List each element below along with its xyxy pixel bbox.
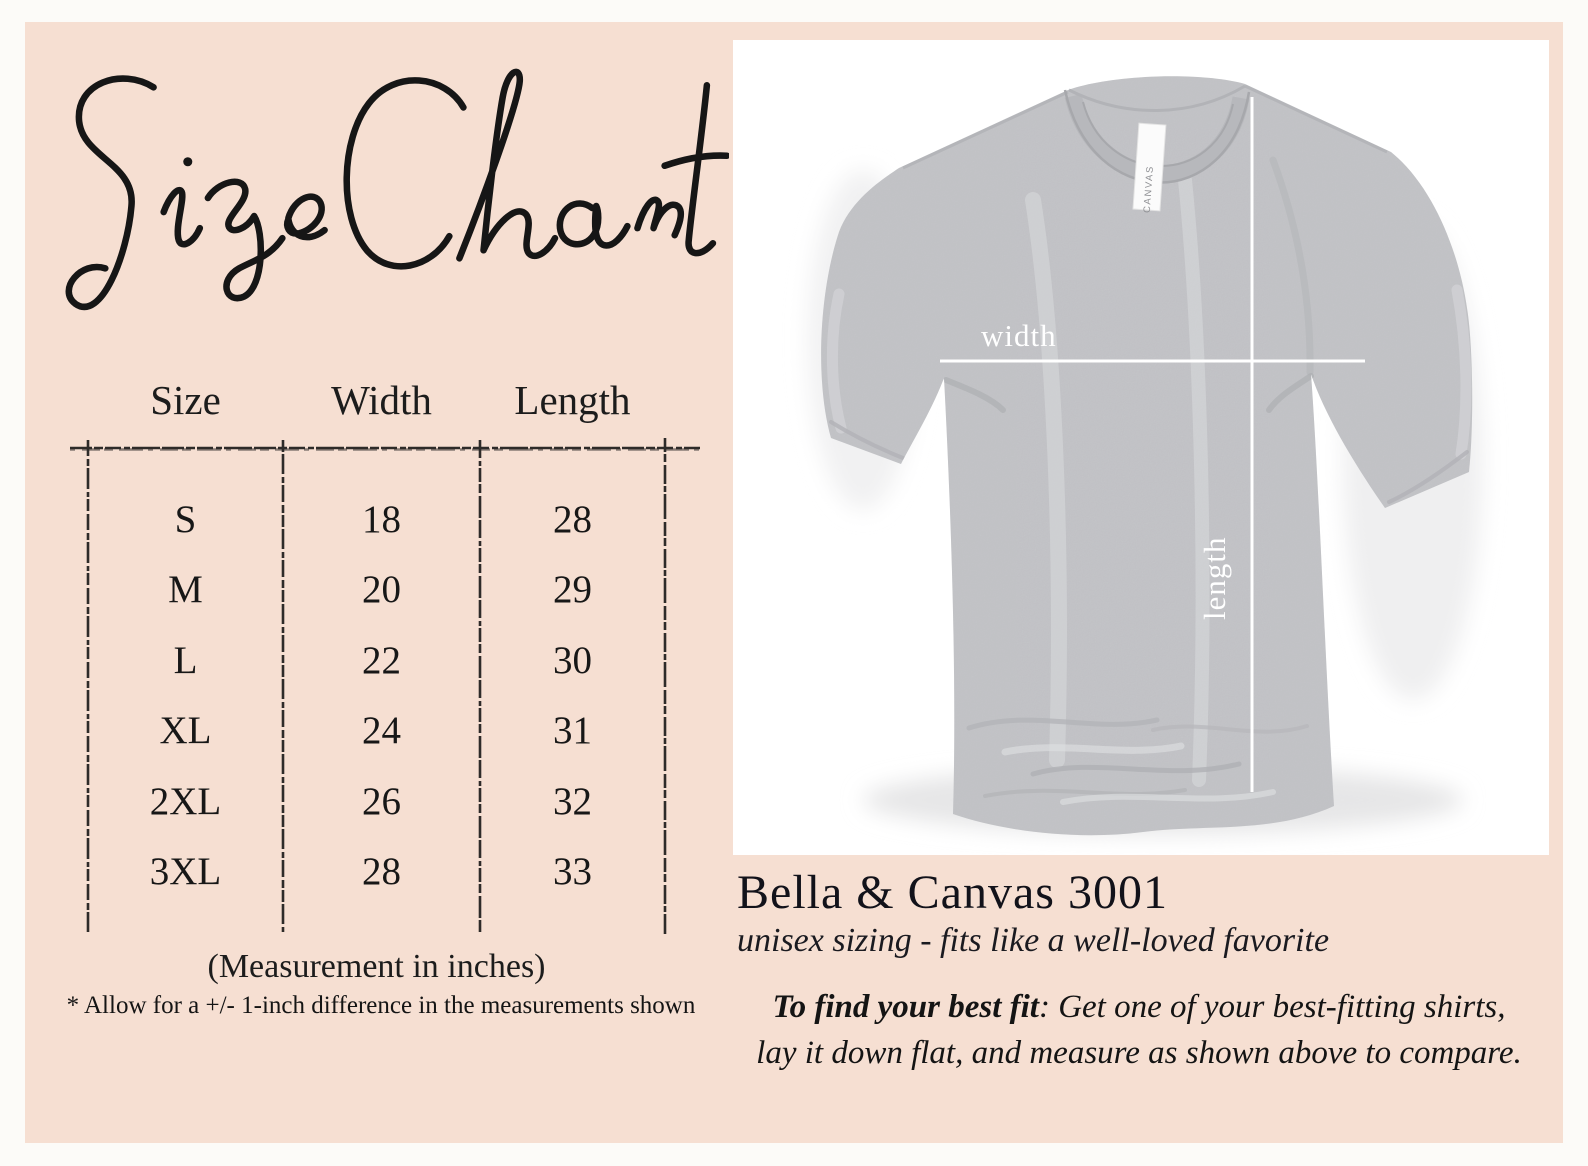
size-row [88,555,665,626]
size-row [88,625,665,696]
fit-tip-line1-rest: : Get one of your best-fitting shirts, [1038,989,1506,1025]
fit-tip-lead: To find your best fit [772,989,1039,1025]
table-header-width: Width [331,377,432,423]
size-row [88,696,665,767]
width-label: width [981,318,1057,353]
size-table-header-row [88,378,665,423]
length-label: length [1197,536,1232,620]
cell-width: 22 [362,638,401,682]
table-header-size: Size [150,377,221,423]
tag-label: CANVAS [1141,164,1157,214]
size-row [88,484,665,555]
cell-width: 28 [362,850,401,894]
cell-size: L [173,638,198,682]
size-table [88,484,665,907]
measurement-note: (Measurement in inches) [207,948,546,985]
table-header-length: Length [514,377,631,423]
fit-tip [713,985,1565,1076]
neck-tag [1133,123,1166,214]
cell-width: 18 [362,497,401,541]
cell-size: 3XL [149,850,222,894]
measurement-disclaimer: * Allow for a +/- 1-inch difference in the measurements shown [66,992,696,1019]
cell-width: 20 [362,568,401,612]
cell-length: 31 [553,709,592,753]
cell-size: 2XL [149,779,222,823]
cell-length: 29 [553,568,592,612]
cell-length: 32 [553,779,592,823]
size-chart-title-script [57,68,729,340]
product-tagline: unisex sizing - fits like a well-loved favorite [737,922,1330,959]
cell-length: 33 [553,850,592,894]
cell-size: S [174,497,197,541]
cell-width: 26 [362,779,401,823]
size-row [88,837,665,908]
cell-length: 30 [553,638,592,682]
tshirt-illustration [733,40,1549,855]
cell-size: M [168,568,203,612]
fit-tip-line2: lay it down flat, and measure as shown above to compare. [756,1034,1522,1071]
cell-size: XL [159,709,212,753]
size-chart-card [25,22,1563,1143]
tshirt-photo [733,40,1549,855]
cell-length: 28 [553,497,592,541]
cell-width: 24 [362,709,401,753]
size-row [88,766,665,837]
fit-tip-line1 [713,985,1565,1031]
product-name: Bella & Canvas 3001 [737,866,1168,919]
